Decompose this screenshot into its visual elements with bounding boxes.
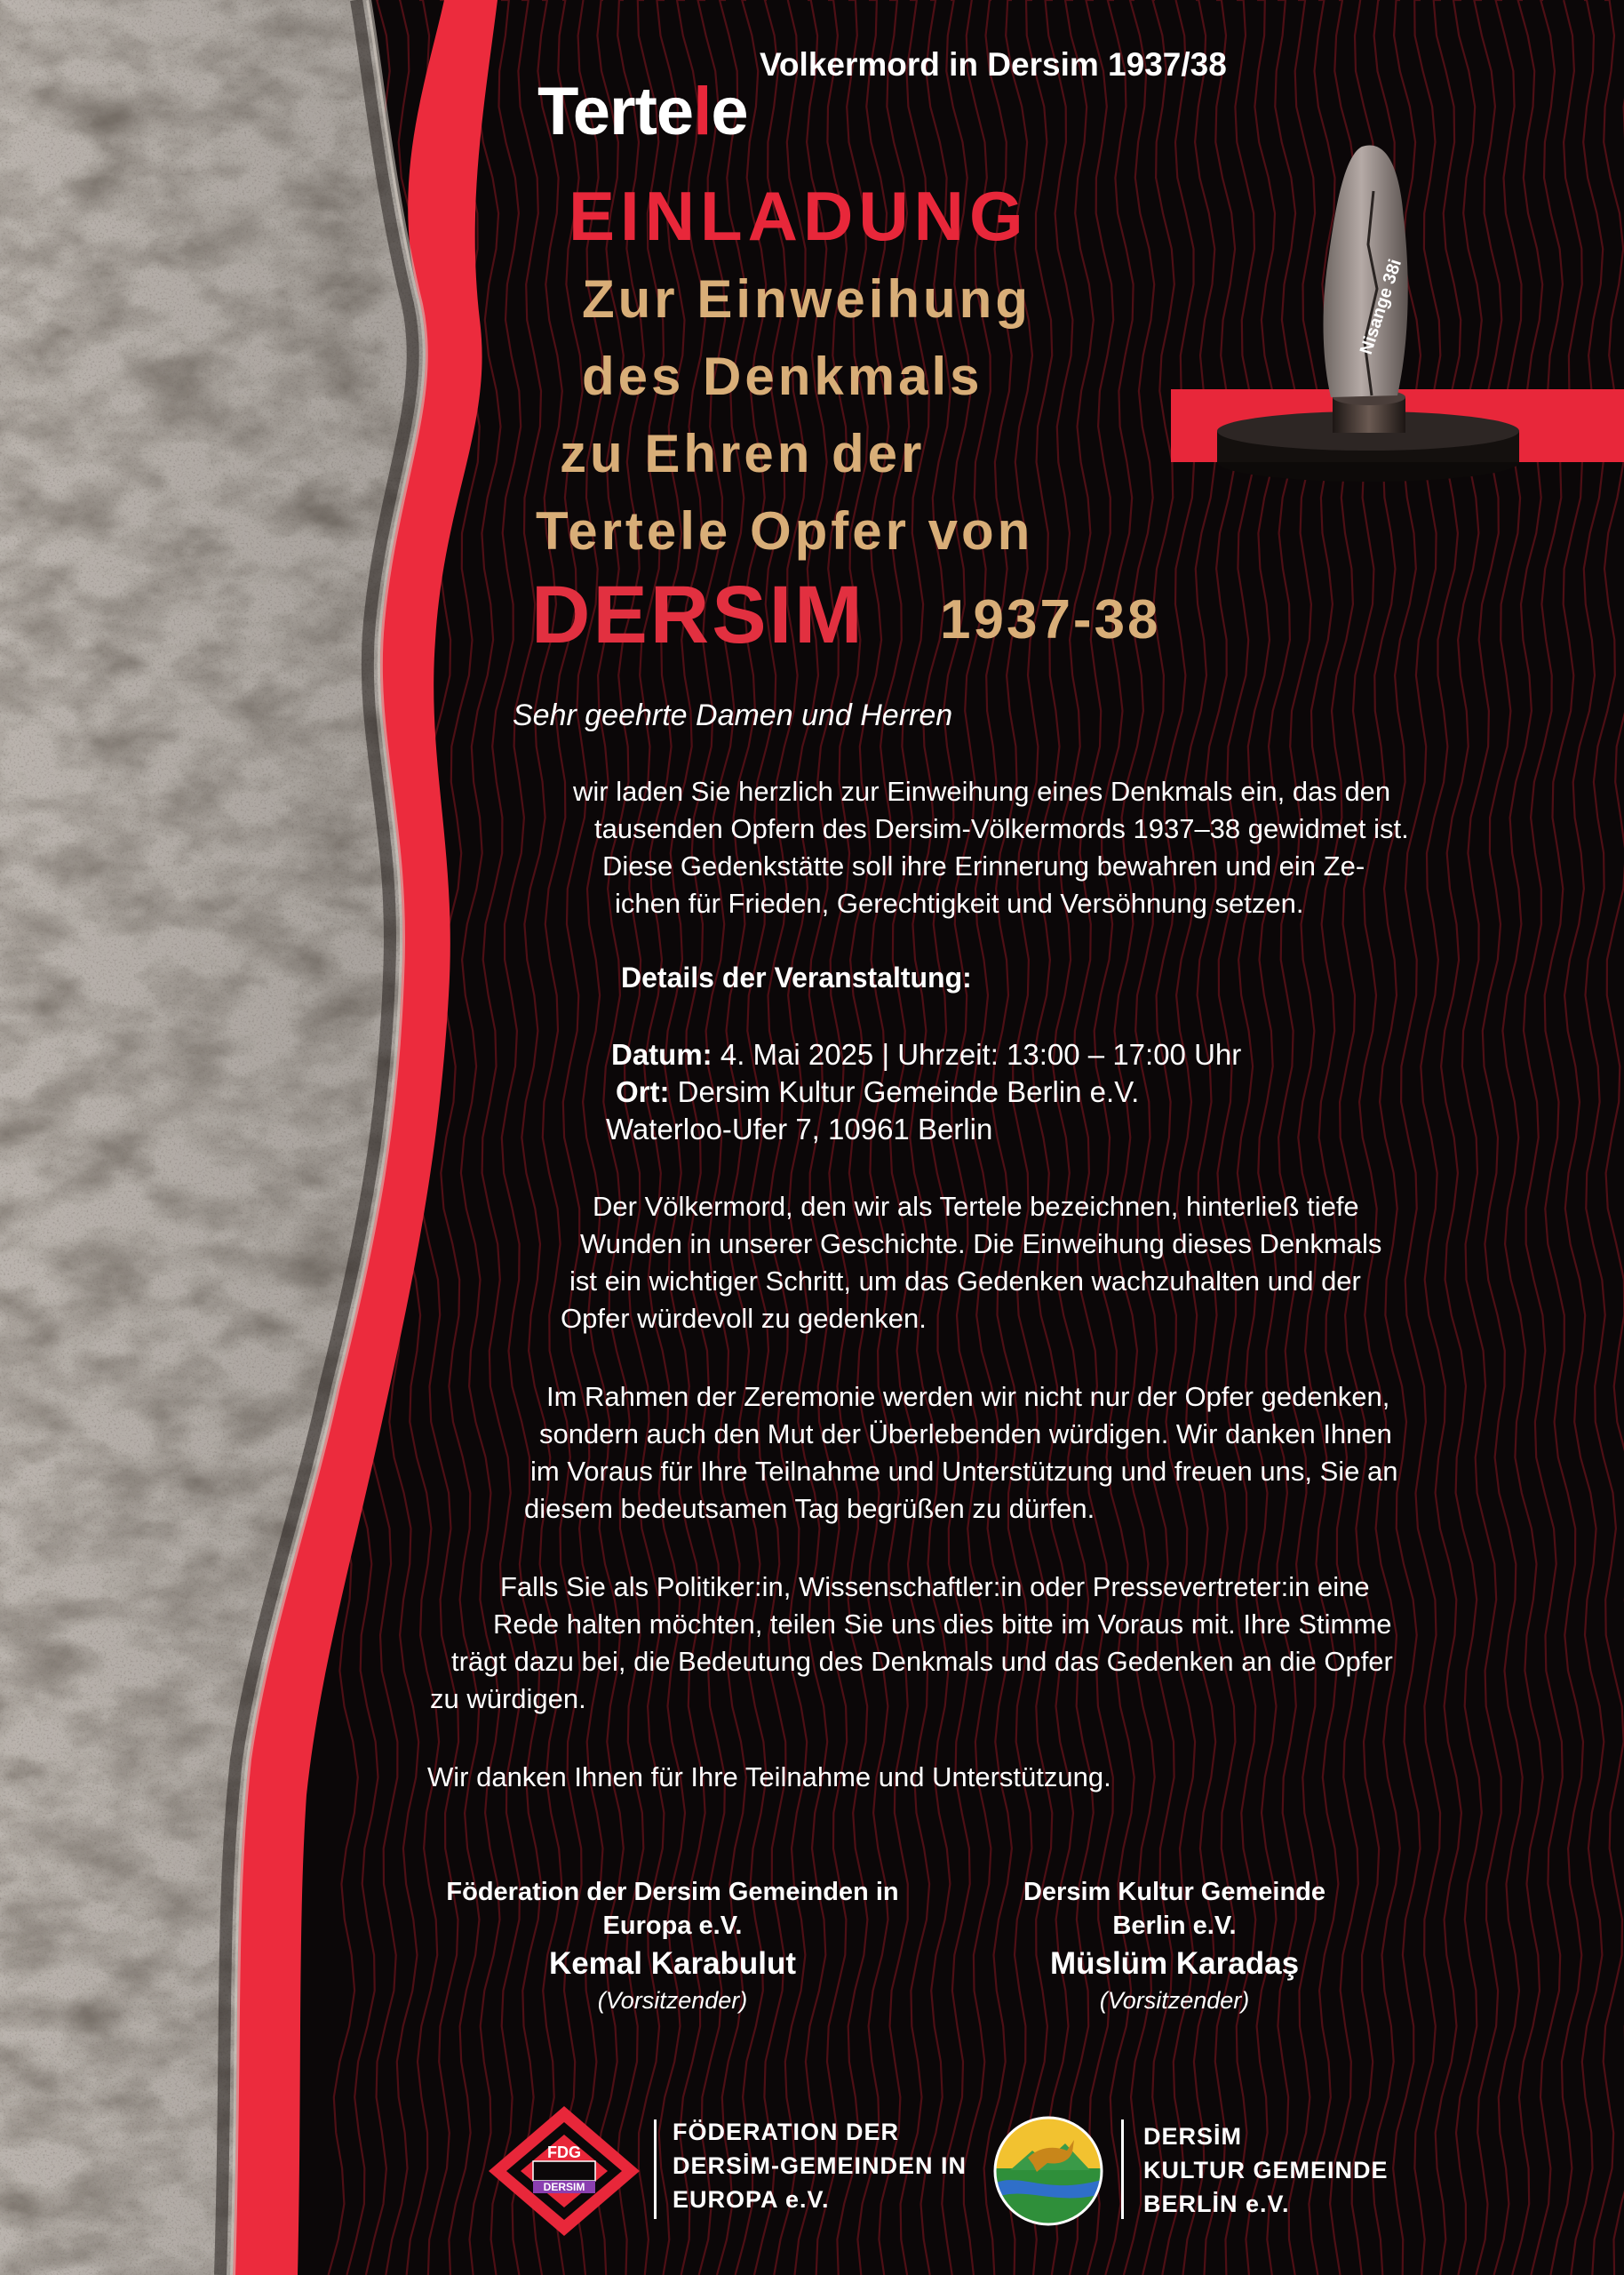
intro-line-4: ichen für Frieden, Gerechtigkeit und Versöhnung setzen. xyxy=(615,888,1304,919)
signature-right xyxy=(908,1875,1441,2016)
fdg-badge-bottom: DERSIM xyxy=(543,2181,585,2193)
title-line-2: des Denkmals xyxy=(582,347,983,406)
p2-line-1: Der Völkermord, den wir als Tertele bezeichnen, hinterließ tiefe xyxy=(593,1191,1359,1222)
p4-line-1: Falls Sie als Politiker:in, Wissenschaftler:in oder Pressevertreter:in eine xyxy=(500,1571,1370,1602)
p4-line-4: zu würdigen. xyxy=(430,1683,586,1714)
date-label: Datum: xyxy=(611,1038,712,1071)
detail-place xyxy=(616,1075,1139,1109)
signature-left xyxy=(406,1875,939,2016)
fdg-logo-icon xyxy=(487,2104,641,2238)
date-value: 4. Mai 2025 | Uhrzeit: 13:00 – 17:00 Uhr xyxy=(720,1038,1242,1071)
brand-logotype xyxy=(537,73,748,150)
p2-line-3: ist ein wichtiger Schritt, um das Gedenken wachzuhalten und der xyxy=(569,1265,1361,1297)
closing-line: Wir danken Ihnen für Ihre Teilnahme und Unterstützung. xyxy=(427,1761,1111,1792)
fdg-line-3: EUROPA e.V. xyxy=(673,2186,830,2213)
sig-left-org-line-1: Föderation der Dersim Gemeinden in xyxy=(446,1878,899,1906)
p4-line-2: Rede halten möchten, teilen Sie uns dies bitte im Voraus mit. Ihre Stimme xyxy=(493,1608,1392,1640)
fdg-logo-divider xyxy=(654,2119,657,2219)
p3-line-3: im Voraus für Ihre Teilnahme und Unterstützung und freuen uns, Sie an xyxy=(530,1456,1398,1487)
intro-line-1: wir laden Sie herzlich zur Einweihung eines Denkmals ein, das den xyxy=(573,776,1391,807)
dkg-line-2: KULTUR GEMEINDE xyxy=(1143,2157,1389,2183)
intro-line-3: Diese Gedenkstätte soll ihre Erinnerung bewahren und ein Ze- xyxy=(602,850,1365,882)
sig-right-name: Müslüm Karadaş xyxy=(1049,1946,1300,1981)
monument-inscription: Nisange 38i xyxy=(1356,257,1406,357)
title-years: 1937-38 xyxy=(940,589,1161,651)
p3-line-1: Im Rahmen der Zeremonie werden wir nicht nur der Opfer gedenken, xyxy=(546,1381,1390,1412)
brand-prefix: Terte xyxy=(537,74,694,149)
sig-right-org-line-2: Berlin e.V. xyxy=(1112,1912,1237,1940)
brand-suffix: e xyxy=(711,74,748,149)
monument-image xyxy=(1171,138,1624,493)
sig-left-name: Kemal Karabulut xyxy=(548,1946,797,1981)
fdg-line-1: FÖDERATION DER xyxy=(673,2119,899,2145)
title-line-4: Tertele Opfer von xyxy=(536,501,1034,561)
fdg-logo-text xyxy=(673,2115,967,2216)
p4-line-3: trägt dazu bei, die Bedeutung des Denkmals und das Gedenken an die Opfer xyxy=(451,1646,1393,1677)
detail-date xyxy=(611,1038,1241,1072)
place-value: Dersim Kultur Gemeinde Berlin e.V. xyxy=(677,1075,1140,1108)
detail-address: Waterloo-Ufer 7, 10961 Berlin xyxy=(606,1113,993,1145)
dkg-logo-divider xyxy=(1121,2119,1124,2219)
details-heading: Details der Veranstaltung: xyxy=(621,962,972,994)
place-label: Ort: xyxy=(616,1075,670,1108)
brand-red-stroke: l xyxy=(693,74,712,149)
fdg-line-2: DERSİM-GEMEINDEN IN xyxy=(673,2152,967,2179)
title-line-3: zu Ehren der xyxy=(560,424,926,483)
p2-line-2: Wunden in unserer Geschichte. Die Einweihung dieses Denkmals xyxy=(580,1228,1382,1259)
fdg-badge-top: FDG xyxy=(547,2143,581,2161)
p3-line-4: diesem bedeutsamen Tag begrüßen zu dürfen. xyxy=(524,1493,1095,1524)
sig-left-role: (Vorsitzender) xyxy=(597,1987,748,2014)
sig-right-role: (Vorsitzender) xyxy=(1099,1987,1250,2014)
dkg-logo-text xyxy=(1143,2119,1389,2221)
title-dersim: DERSIM xyxy=(531,570,865,660)
intro-line-2: tausenden Opfern des Dersim-Völkermords 1937–38 gewidmet ist. xyxy=(594,813,1409,844)
dkg-line-3: BERLİN e.V. xyxy=(1143,2191,1290,2217)
title-einladung: EINLADUNG xyxy=(569,177,1029,255)
sig-left-org-line-2: Europa e.V. xyxy=(602,1912,743,1940)
brand-subtitle: Volkermord in Dersim 1937/38 xyxy=(760,46,1227,83)
dkg-line-1: DERSİM xyxy=(1143,2123,1243,2150)
p2-line-4: Opfer würdevoll zu gedenken. xyxy=(561,1303,927,1334)
sig-right-org-line-1: Dersim Kultur Gemeinde xyxy=(1023,1878,1326,1906)
salutation: Sehr geehrte Damen und Herren xyxy=(513,698,953,732)
dkg-logo-icon xyxy=(992,2115,1104,2227)
p3-line-2: sondern auch den Mut der Überlebenden würdigen. Wir danken Ihnen xyxy=(539,1418,1392,1449)
title-line-1: Zur Einweihung xyxy=(582,269,1031,329)
